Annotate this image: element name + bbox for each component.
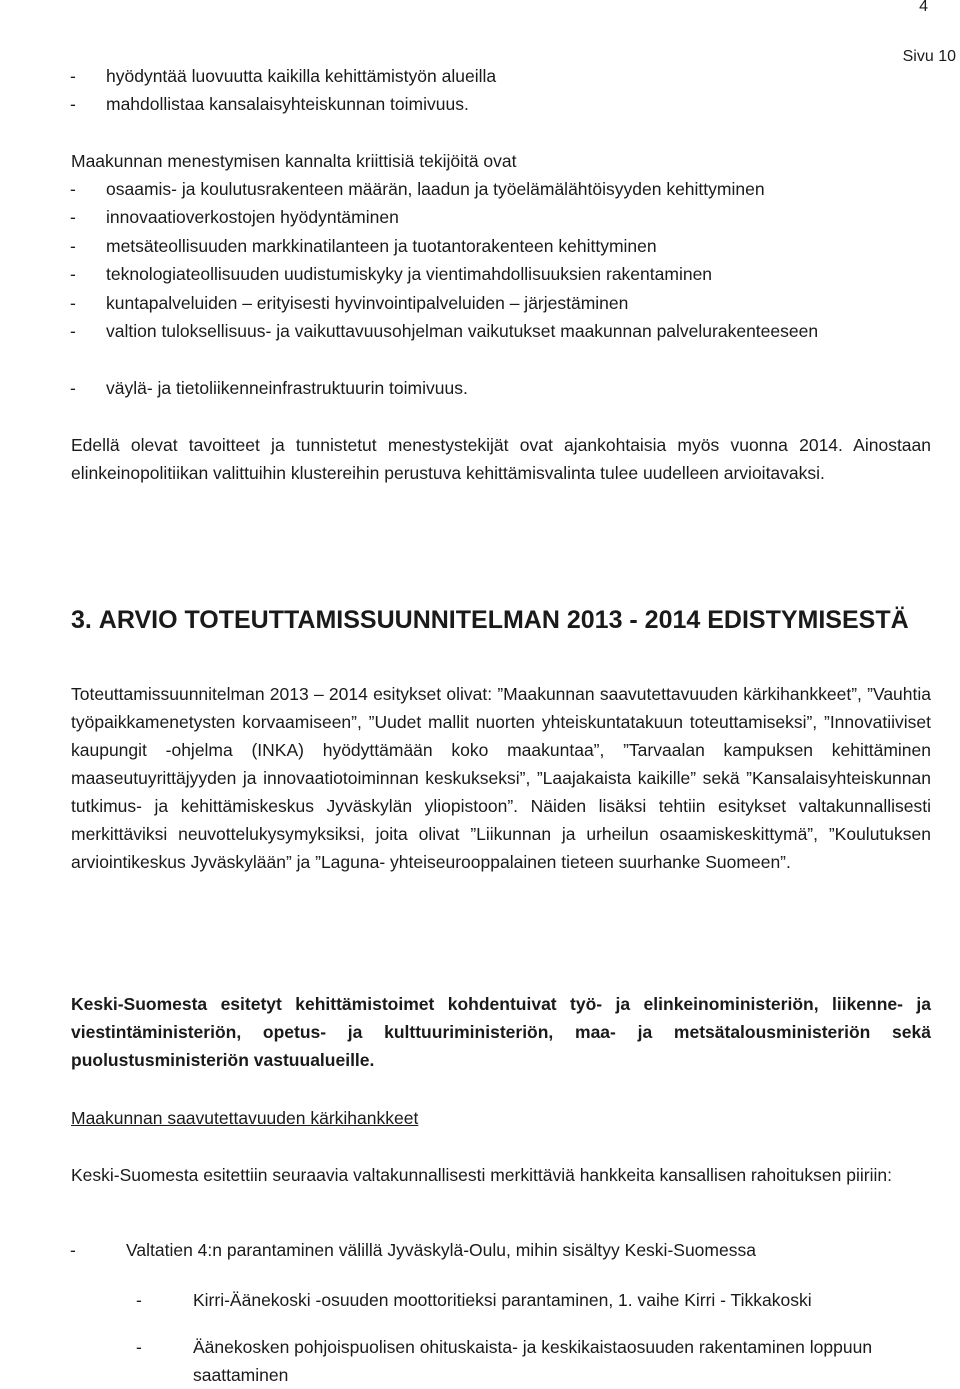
paragraph: Keski-Suomesta esitettiin seuraavia valtakunnallisesti merkittäviä hankkeita kansallisen rahoituksen piiriin: [71,1165,892,1185]
paragraph: Toteuttamissuunnitelman 2013 – 2014 esitykset olivat: ”Maakunnan saavutettavuuden kärkihankkeet”, ”Vauhtia työpaikkamenetysten korvaamiseen”, ”Uudet mallit nuorten yhteiskuntatakuun toteuttamiseksi”, ”Innovatiiviset kaupungit -ohjelma (INKA) hyödyttämään koko maakuntaa”, ”Tarvaalan kampuksen kehittäminen maaseutuyrittäjyyden ja innovaatiotoiminnan keskukseksi”, ”Laajakaista kaikille” sekä ”Kansalaisyhteiskunnan tutkimus- ja kehittämiskeskus Jyväskylän yliopistoon”. Näiden lisäksi tehtiin esitykset valtakunnallisesti merkittäviksi neuvottelukysymyksiksi, joita olivat ”Liikunnan ja urheilun osaamiskeskittymä”, ”Koulutuksen arviointikeskus Jyväskylään” ja ”Laguna- yhteiseurooppalainen tieteen suurhanke Suomeen”. [71,684,931,872]
factors-intro: Maakunnan menestymisen kannalta kriittisiä tekijöitä ovat [71,151,517,171]
section-title: ARVIO TOTEUTTAMISSUUNNITELMAN 2013 - 2014 EDISTYMISESTÄ [98,606,909,634]
subheading: Maakunnan saavutettavuuden kärkihankkeet [71,1108,419,1128]
paragraph: Edellä olevat tavoitteet ja tunnistetut menestystekijät ovat ajankohtaisia myös vuonna 2014. Ainostaan elinkeinopolitiikan valittuihin klustereihin perustuva kehittämisvalinta tulee uudelleen arvioitavaksi. [71,435,931,483]
page-number: 4 [919,0,928,15]
sivu-label: Sivu 10 [902,48,956,65]
list-item: - valtion tuloksellisuus- ja vaikuttavuusohjelman vaikutukset maakunnan palvelurakenteeseen [70,321,819,341]
sub-list-item: - Äänekosken pohjoispuolisen ohituskaista- ja keskikaistaosuuden rakentaminen loppuun saattaminen [136,1337,873,1385]
paragraph-bold: Keski-Suomesta esitetyt kehittämistoimet kohdentuivat työ- ja elinkeinoministeriön, liikenne- ja viestintäministeriön, opetus- ja kulttuuriministeriön, maa- ja metsätalousministeriön sekä puolustusministeriön vastuualueille. [71,994,931,1070]
section-number: 3. [71,606,92,634]
